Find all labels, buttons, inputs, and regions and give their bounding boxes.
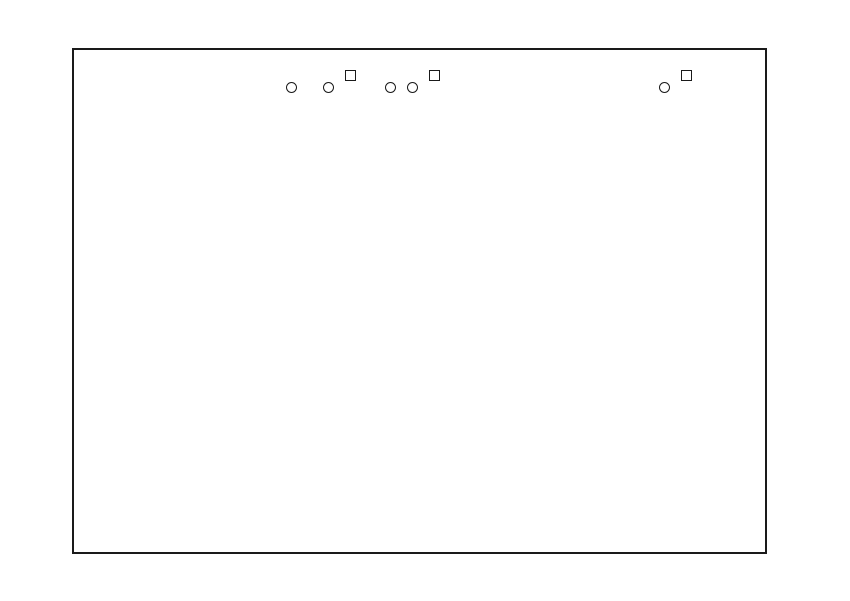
registration-note: [446, 110, 460, 532]
registration-sub: [636, 98, 652, 532]
registration-sub: [508, 98, 524, 532]
section-heading-registration: [675, 70, 693, 532]
documents-item: [379, 82, 399, 532]
precautions-note: [302, 110, 316, 532]
registration-sub: [572, 98, 588, 532]
section-heading-precautions: [340, 70, 358, 532]
registration-blue-note: [606, 110, 620, 532]
documents-sub: [362, 134, 378, 532]
registration-note: [476, 110, 490, 532]
page-frame: [72, 48, 767, 554]
precautions-item: [280, 82, 300, 532]
registration-note: [461, 110, 475, 532]
registration-note: [557, 110, 571, 532]
registration-blue-note: [621, 110, 635, 532]
documents-item: [401, 82, 421, 532]
registration-item: [653, 82, 673, 532]
registration-sub: [525, 98, 541, 532]
registration-sub: [589, 98, 605, 532]
section-heading-documents: [424, 70, 442, 532]
precautions-item: [317, 82, 337, 532]
document-body: [74, 50, 765, 552]
registration-note: [542, 110, 556, 532]
registration-sub: [491, 98, 507, 532]
document-title: [709, 70, 739, 532]
